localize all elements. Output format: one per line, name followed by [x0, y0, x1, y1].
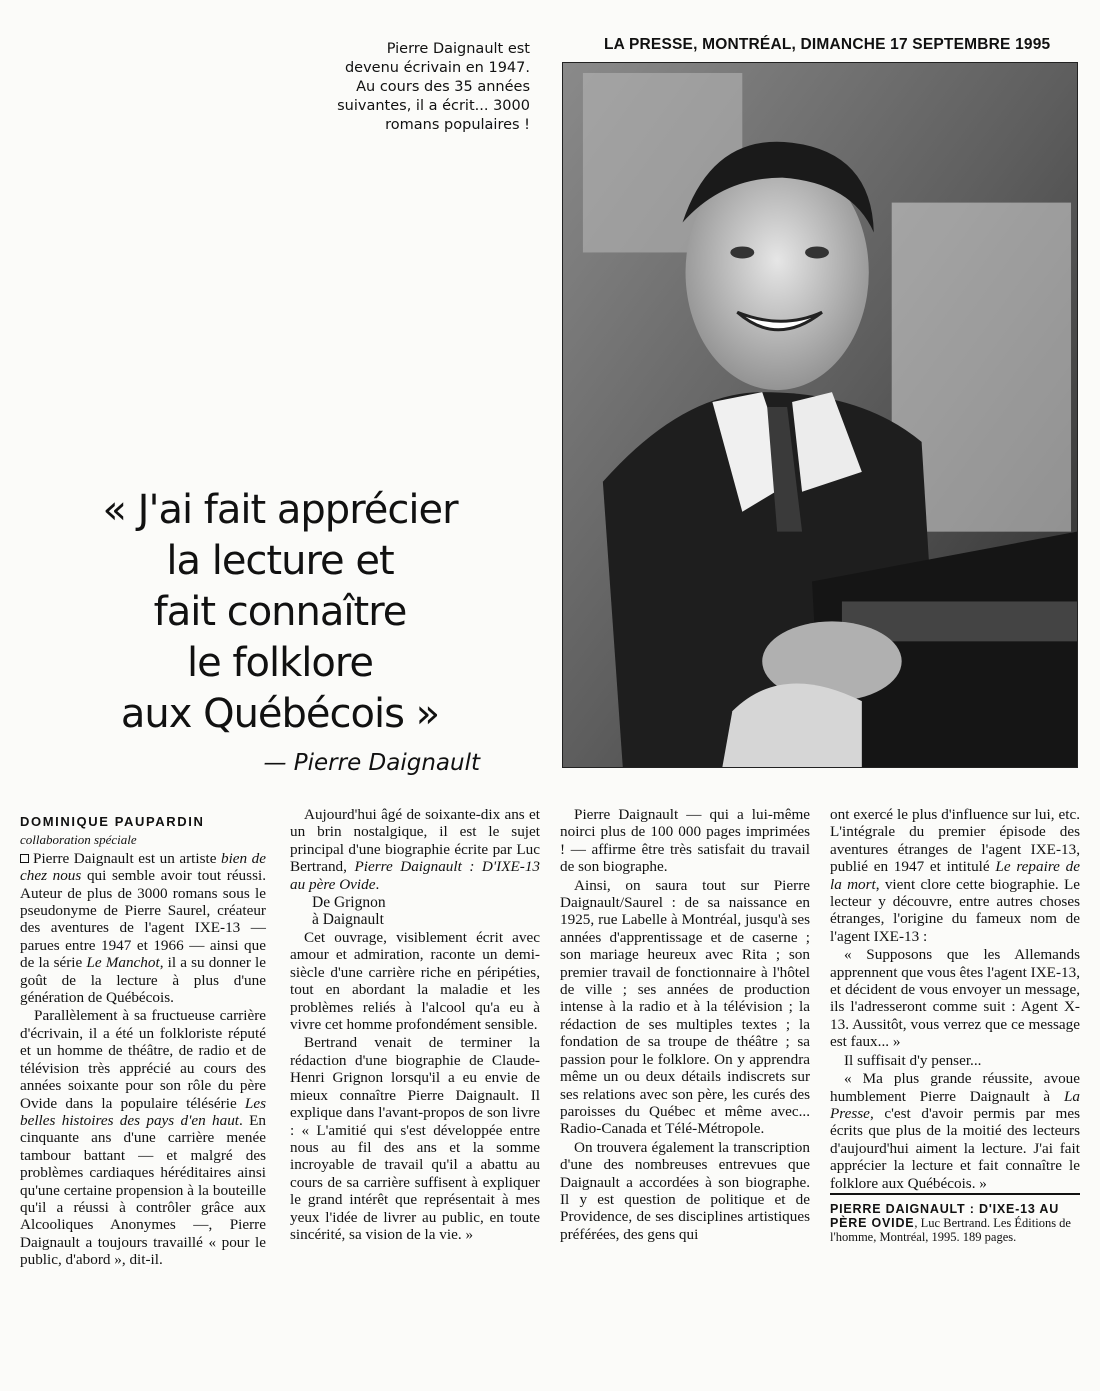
paragraph-bullet-icon	[20, 854, 29, 863]
pull-quote	[30, 485, 530, 740]
caption-line: romans populaires !	[385, 117, 530, 133]
paragraph: ont exercé le plus d'influence sur lui, etc. L'intégrale du premier épisode des aventures étranges de l'agent IXE-13, publié en 1947 et intitulé Le repaire de la mort, vient clore cette biographie. Le lecteur y découvre, entre autres choses étranges, l'origine du fameux nom de l'agent IXE-13 :	[830, 806, 1080, 945]
pull-quote-line: fait connaître	[153, 589, 407, 635]
paragraph: « Ma plus grande réussite, avoue humblement Pierre Daignault à La Presse, c'est d'avoir permis par mes écrits que plus de la moitié des lecteurs d'aujourd'hui aiment la lecture. J'ai fait apprécier la lecture et fait connaître le folklore aux Québécois. »	[830, 1070, 1080, 1192]
byline-role: collaboration spéciale	[20, 832, 137, 848]
pull-quote-line: aux Québécois »	[120, 691, 440, 737]
pull-quote-author: — Pierre Daignault	[263, 750, 480, 776]
book-details: , Luc Bertrand. Les Éditions de l'homme, Montréal, 1995. 189 pages.	[830, 1215, 1071, 1244]
book-reference	[830, 1193, 1080, 1244]
paragraph: Bertrand venait de terminer la rédaction d'une biographie de Claude-Henri Grignon lorsqu'il a eu envie de mieux connaître Pierre Daignault. Il explique dans l'avant-propos de son livre : « L'amitié qui s'est développée entre nous au fil des ans et la somme incroyable de travail qu'il a abattu au cours de sa carrière suffisent à expliquer le grand intérêt que représentait à mes yeux l'idée de livrer au public, en toute sincérité, sa vision de la vie. »	[290, 1034, 540, 1243]
article-column-1	[20, 813, 266, 1269]
caption-line: devenu écrivain en 1947.	[344, 60, 530, 76]
byline-name: DOMINIQUE PAUPARDIN	[20, 814, 205, 829]
paragraph: Cet ouvrage, visiblement écrit avec amour et admiration, raconte un demi-siècle d'une carrière riche en péripéties, tout en abordant la maladie et les problèmes reliés à l'alcool qu'a eu à vivre cet homme profondément sensible.	[290, 929, 540, 1034]
paragraph: On trouvera également la transcription d'une des nombreuses entrevues que Daignault a accordées à son biographe. Il y est question de politique et de Providence, de ses disciplines artistiques préférées, des gens qui	[560, 1138, 810, 1243]
caption-line: suivantes, il a écrit... 3000	[337, 98, 530, 114]
pull-quote-line: le folklore	[186, 640, 374, 686]
pull-quote-line: « J'ai fait apprécier	[102, 487, 458, 533]
pull-quote-line: la lecture et	[166, 538, 394, 584]
paragraph: Pierre Daignault — qui a lui-même noirci plus de 100 000 pages imprimées ! — affirme être très satisfait du travail de son biographe.	[560, 806, 810, 876]
article-column-2	[290, 806, 540, 1243]
paragraph: Ainsi, on saura tout sur Pierre Daignault/Saurel : de sa naissance en 1925, rue Labelle à Montréal, jusqu'à ses années d'apprentissage et de caserne ; son mariage heureux avec Rita ; son premier travail de fonctionnaire à l'hôtel de ville ; ses années de production intense à la radio et à la télévision ; la rédaction de ses multiples textes ; la fondation de sa troupe de théâtre ; sa passion pour le folklore. On y apprendra même un ou deux détails indiscrets sur ses relations avec son père, les curés des paroisses du Québec et même avec... Radio-Canada et Télé-Métropole.	[560, 876, 810, 1138]
photo-illustration	[563, 63, 1077, 767]
caption-line: Au cours des 35 années	[356, 79, 530, 95]
article-column-4	[830, 806, 1080, 1244]
book-title: PIERRE DAIGNAULT : D'IXE-13 AU PÈRE OVIDE	[830, 1201, 1060, 1230]
article-column-3	[560, 806, 810, 1243]
paragraph: Parallèlement à sa fructueuse carrière d'écrivain, il a été un folkloriste réputé et un homme de théâtre, de radio et de télévision très apprécié au cours des années soixante pour son rôle du père Ovide dans la populaire télésérie Les belles histoires des pays d'en haut. En cinquante ans d'une carrière menée tambour battant — et malgré des problèmes cardiaques héréditaires ainsi qu'une certaine propension à la bouteille qu'il a réussi à contrôler grâce aux Alcooliques Anonymes —, Pierre Daignault a toujours travaillé « pour le public, d'abord », dit-il.	[20, 1007, 266, 1269]
photo-caption	[300, 40, 530, 135]
newspaper-masthead: LA PRESSE, MONTRÉAL, DIMANCHE 17 SEPTEMBRE 1995	[604, 36, 1051, 53]
paragraph: Pierre Daignault est un artiste bien de chez nous qui semble avoir tout réussi. Auteur de plus de 3000 romans sous le pseudonyme de Pierre Saurel, créateur des aventures de l'agent IXE-13 — parues entre 1947 et 1966 — ainsi que de la série Le Manchot, il a su donner le goût de la lecture à plus d'une génération de Québécois.	[20, 849, 266, 1007]
caption-line: Pierre Daignault est	[386, 41, 530, 57]
author-photo	[562, 62, 1078, 768]
paragraph: Aujourd'hui âgé de soixante-dix ans et un brin nostalgique, il est le sujet principal d'une biographie écrite par Luc Bertrand, Pierre Daignault : D'IXE-13 au père Ovide.	[290, 806, 541, 893]
paragraph: « Supposons que les Allemands apprennent que vous êtes l'agent IXE-13, et décident de vous envoyer un message, ils l'adresseront comme suit : Agent X-13. Aussitôt, vous verrez que ce message est faux... »	[830, 946, 1080, 1051]
subheading: De Grignon à Daignault	[312, 894, 386, 929]
paragraph: Il suffisait d'y penser...	[844, 1051, 982, 1069]
